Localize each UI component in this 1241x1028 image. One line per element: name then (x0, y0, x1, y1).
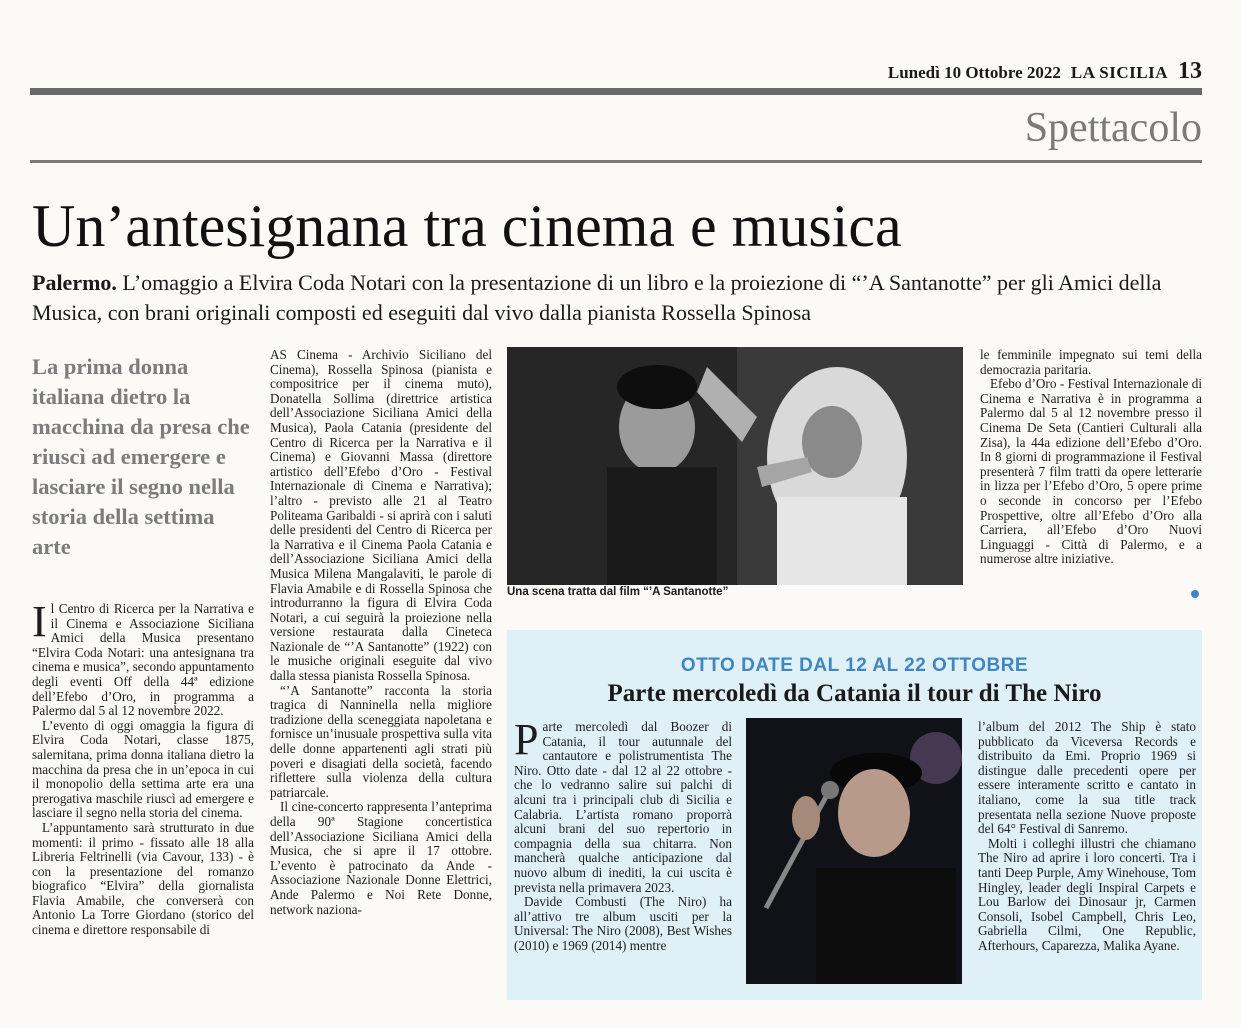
drop-cap: P (514, 715, 539, 764)
paragraph: l’album del 2012 The Ship è stato pubblicato da Viceversa Records e distribuito da Emi. Proprio 1969 si distingue dalle precedenti opere per essere interamente scritto e cantato in italiano, come la sua title track presentata nella sezione Nuove proposte del 64° Festival di Sanremo. (978, 719, 1196, 837)
subhead-dateline: Palermo. (32, 270, 117, 295)
sidebar-kicker: OTTO DATE DAL 12 AL 22 OTTOBRE (680, 655, 1029, 676)
paragraph: L’evento di oggi omaggia la figura di Elvira Coda Notari, classe 1875, salernitana, prima donna italiana dietro la macchina da presa che in un’epoca in cui il monopolio della settima arte era una prerogativa maschile riuscì ad emergere e lasciare il segno nella storia del cinema. (32, 717, 254, 821)
paragraph (32, 597, 254, 719)
article-column-1 (32, 597, 254, 938)
the-niro-photo (746, 718, 962, 984)
masthead (30, 58, 1202, 88)
paragraph: AS Cinema - Archivio Siciliano del Cinema), Rossella Spinosa (pianista e compositrice per il cinema muto), Donatella Sollima (direttrice artistica dell’Associazione Siciliana Amici della Musica), Paola Catania (presidente del Centro di Ricerca per la Narrativa e il Cinema) e Giovanni Massa (direttore artistico dell’Efebo d’Oro - Festival Internazionale di Cinema e Narrativa); l’altro - previsto alle 21 al Teatro Politeama Garibaldi - si aprirà con i saluti delle presidenti del Centro di Ricerca per la Narrativa e il Cinema Paola Catania e dell’Associazione Siciliana Amici della Musica Milena Mangalaviti, le parole di Flavia Amabile e di Rossella Spinosa che introdurranno la figura di Elvira Coda Notari, a cui seguirà la proiezione nella versione restaurata dalla Cineteca Nazionale de “’A Santanotte” (1922) con le musiche originali eseguite dal vivo dalla stessa pianista Rossella Spinosa. (270, 347, 492, 684)
issue-date: Lunedì 10 Ottobre 2022 (887, 63, 1061, 82)
film-still-photo (507, 347, 963, 585)
article-headline: Un’antesignana tra cinema e musica (32, 193, 902, 259)
article-end-dot-icon (1191, 590, 1199, 598)
drop-cap: I (32, 597, 47, 646)
page-number: 13 (1178, 58, 1202, 84)
sidebar-column-2 (978, 720, 1196, 954)
paragraph: Davide Combusti (The Niro) ha all’attivo tre album usciti per la Universal: The Niro (2008), Best Wishes (2010) e 1969 (2014) mentre (514, 894, 732, 953)
paragraph (514, 715, 732, 895)
paragraph-text: l Centro di Ricerca per la Narrativa e il Cinema e Associazione Siciliana Amici della Musica presentano “Elvira Coda Notari: una antesignana tra cinema e musica”, secondo appuntamento degli eventi Off della 44ª edizione dell’Efebo d’Oro, in programma a Palermo dal 5 al 12 novembre 2022. (32, 601, 254, 719)
paragraph: “’A Santanotte” racconta la storia tragica di Nanninella nella migliore tradizione della sceneggiata napoletana e fornisce un’inusuale prospettiva sulla vita delle donne appartenenti agli strati più poveri e disagiati della società, facendo riflettere sulla violenza della cultura patriarcale. (270, 682, 492, 800)
singer-illustration (746, 718, 962, 984)
article-column-4 (980, 348, 1202, 567)
film-still-illustration (507, 347, 963, 585)
paragraph: Il cine-concerto rappresenta l’anteprima della 90ª Stagione concertistica dell’Associazione Siciliana Amici della Musica, che si apre il 17 ottobre. L’evento è patrocinato da Ande - Associazione Nazionale Donne Elettrici, Ande Palermo e Noi Rete Donne, network naziona- (270, 799, 492, 917)
sidebar-column-1 (514, 715, 732, 954)
sidebar-headline: Parte mercoledì da Catania il tour di The Niro (607, 680, 1102, 707)
paragraph: L’appuntamento sarà strutturato in due momenti: il primo - fissato alle 18 alla Libreria Feltrinelli (via Cavour, 133) - è con la presentazione del romanzo biografico “Elvira” della giornalista Flavia Amabile, che converserà con Antonio La Torre Giordano (storico del cinema e direttore responsabile di (32, 819, 254, 938)
paragraph: le femminile impegnato sui temi della democrazia paritaria. (980, 347, 1202, 377)
pull-quote: La prima donna italiana dietro la macchina da presa che riuscì ad emergere e lasciare il segno nella storia della settima arte (32, 354, 250, 559)
paragraph: Molti i colleghi illustri che chiamano The Niro ad aprire i loro concerti. Tra i tanti Deep Purple, Amy Winehouse, Tom Hingley, leader degli Inspiral Carpets e Lou Barlow dei Dinosaur jr, Carmen Consoli, Isobel Campbell, Chris Leo, Gabriella Cilmi, One Republic, Afterhours, Caparezza, Malika Ayane. (978, 835, 1196, 953)
newspaper-name: LA SICILIA (1070, 63, 1168, 82)
masthead-rule (30, 88, 1202, 95)
section-title: Spettacolo (1024, 105, 1202, 151)
article-column-2 (270, 348, 492, 917)
subhead-text: L’omaggio a Elvira Coda Notari con la presentazione di un libro e la proiezione di “’A Santanotte” per gli Amici della Musica, con brani originali composti ed eseguiti dal vivo dalla pianista Rossella Spinosa (32, 270, 1162, 325)
paragraph: Efebo d’Oro - Festival Internazionale di Cinema e Narrativa è in programma a Palermo dal 5 al 12 novembre presso il Cinema De Seta (Cantieri Culturali alla Zisa), la 44a edizione dell’Efebo d’Oro. In 8 giorni di programmazione il Festival presenterà 7 film tratti da opere letterarie in lizza per l’Efebo d’Oro, 5 opere prime o seconde in concorso per l’Efebo Prospettive, oltre all’Efebo d’Oro alla Carriera, all’Efebo d’Oro Nuovi Linguaggi - Città di Palermo, e a numerose altre iniziative. (980, 376, 1202, 567)
paragraph-text: arte mercoledì dal Boozer di Catania, il tour autunnale del cantautore e polistrumentista The Niro. Otto date - dal 12 al 22 ottobre - che lo vedranno salire sui palchi di alcuni tra i principali club di Sicilia e Calabria. L’artista romano proporrà alcuni brani del suo repertorio in compagnia della sua chitarra. Non mancherà qualche anticipazione dal nuovo album di inediti, la cui uscita è prevista nella primavera 2023. (514, 719, 732, 895)
article-subhead (32, 268, 1202, 328)
photo-caption: Una scena tratta dal film “’A Santanotte” (507, 586, 729, 598)
section-rule (30, 160, 1202, 163)
